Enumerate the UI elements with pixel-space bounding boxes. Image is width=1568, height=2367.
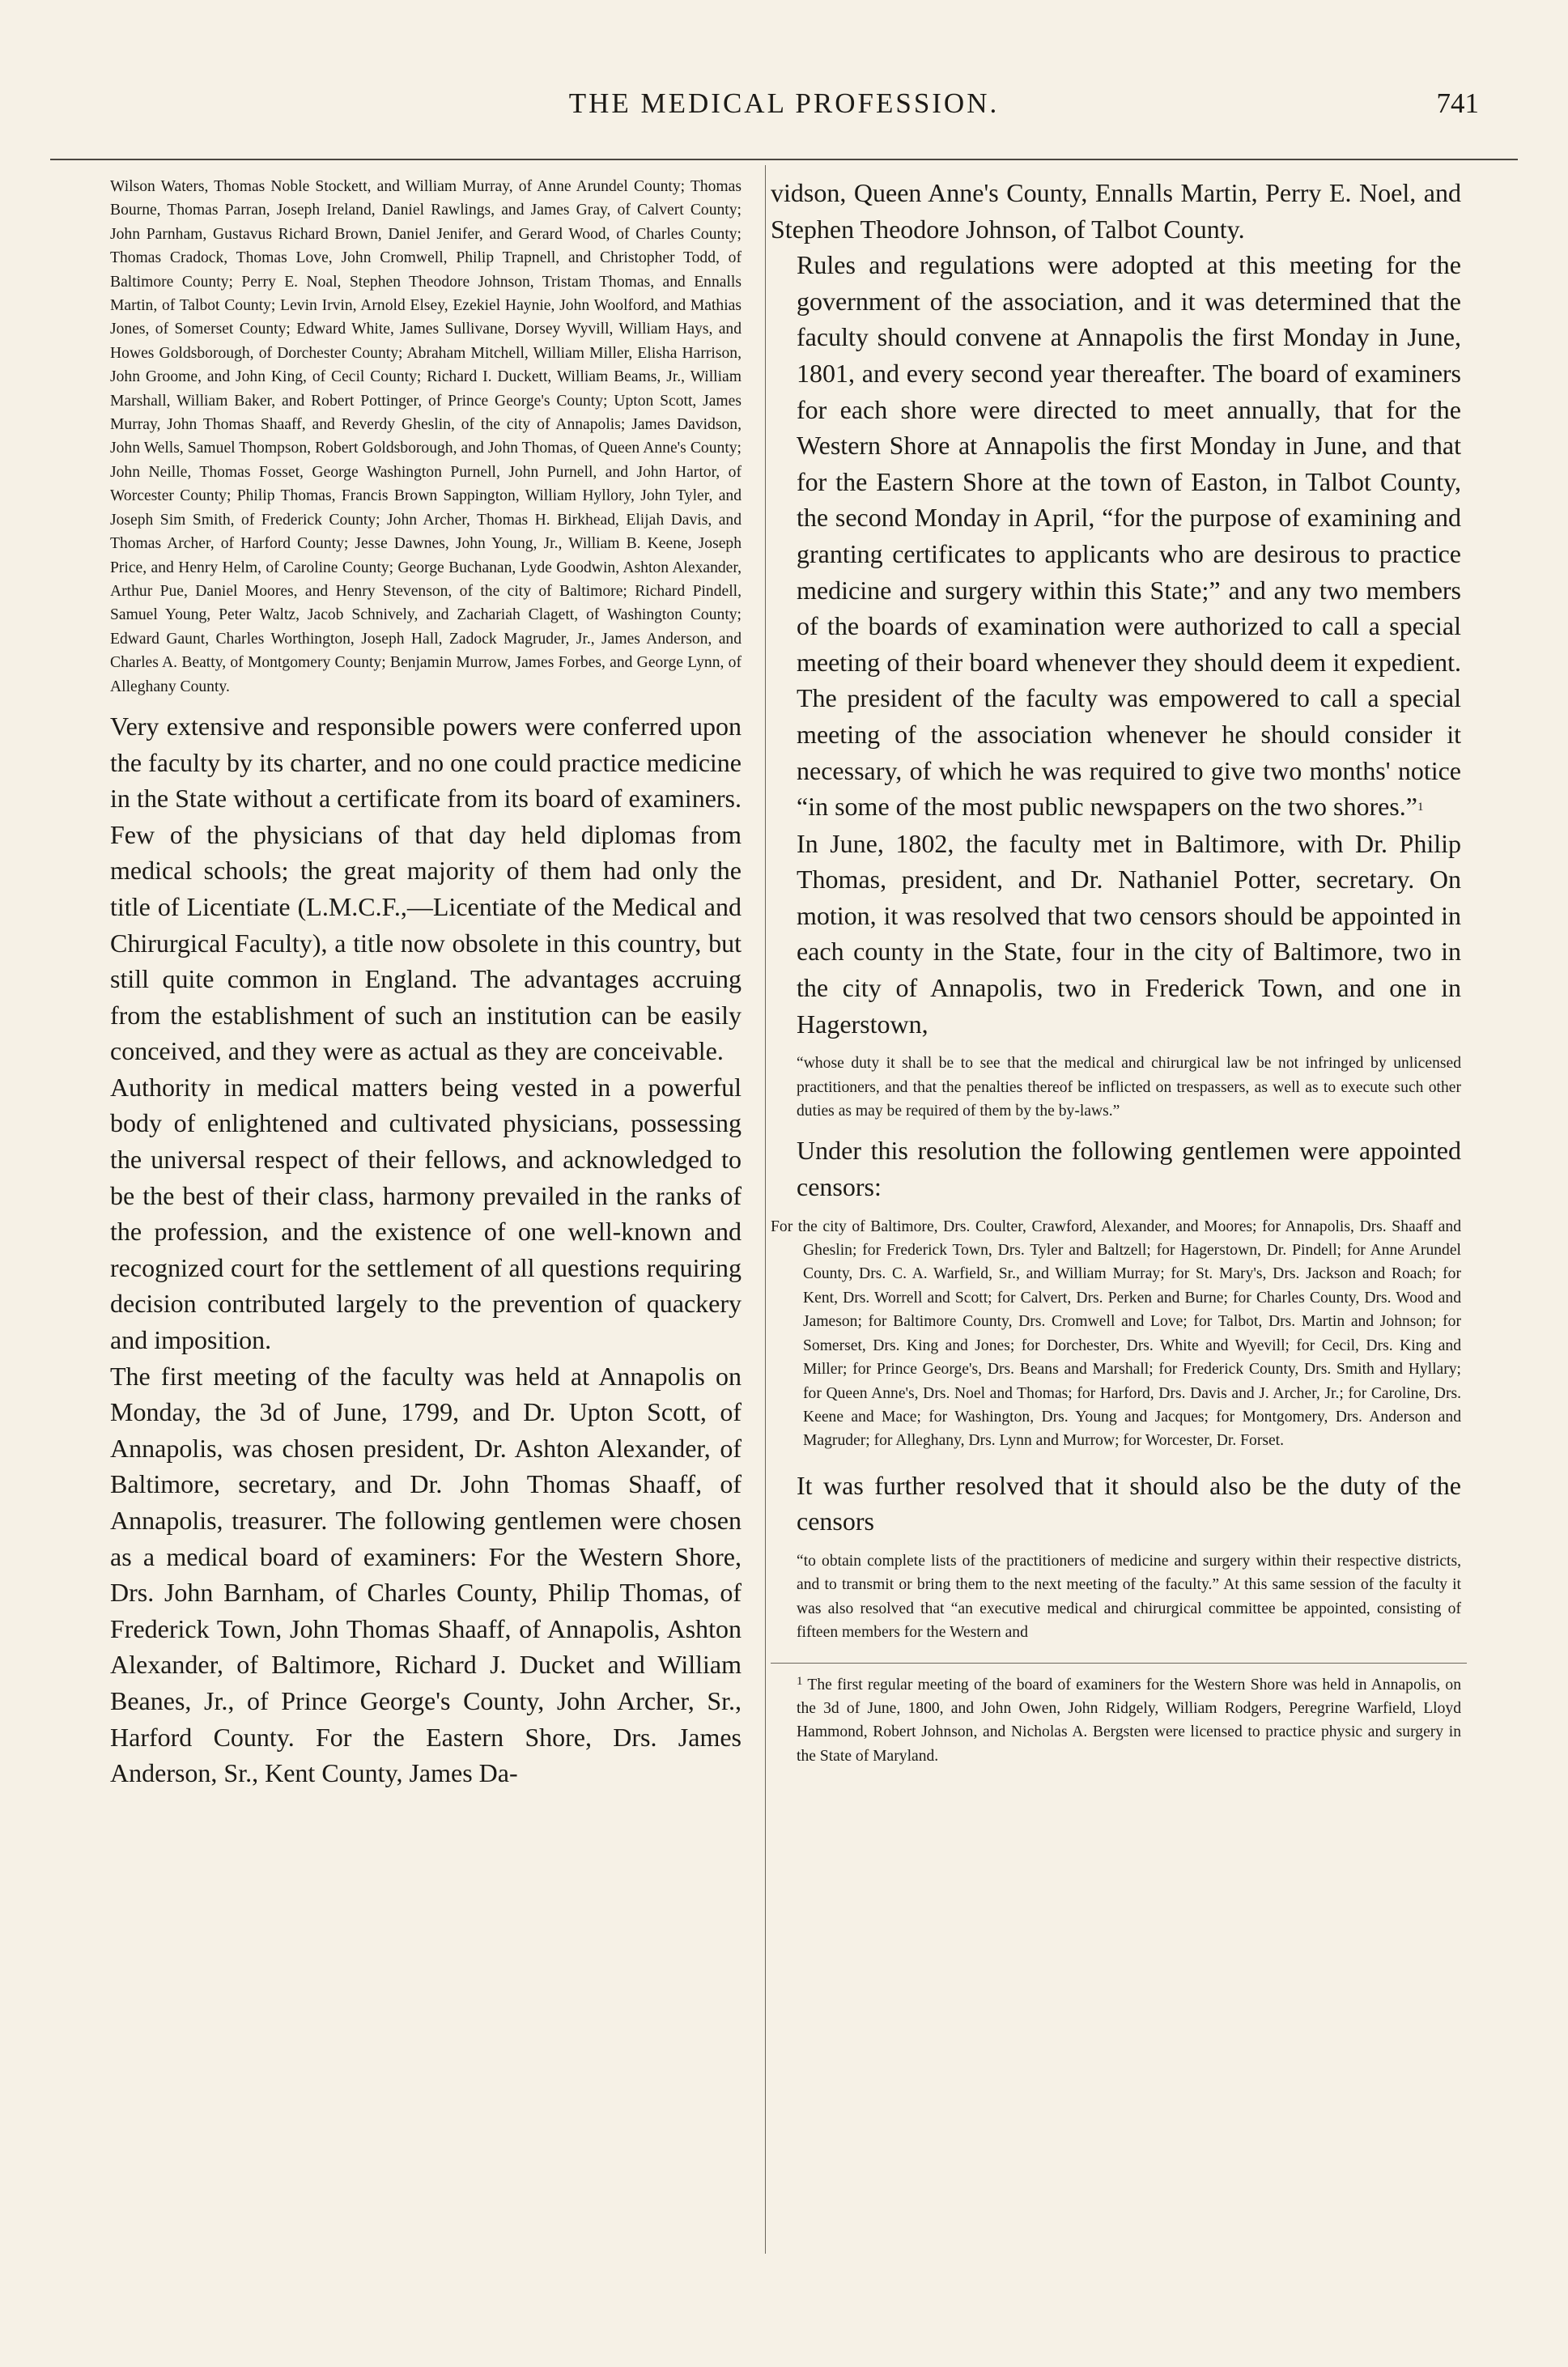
quote-lists: “to obtain complete lists of the practitioners of medicine and surgery within their respective districts, and to transmit or bring them to the next meeting of the faculty.” At this same session of the faculty it was also resolved that “an executive medical and chirurgical committee be appointed, consisting of fifteen members for the Western and (797, 1552, 1461, 1642)
censors-list: For the city of Baltimore, Drs. Coulter, Crawford, Alexander, and Moores; for Annapolis, Drs. Shaaff and Gheslin; for Frederick Town, Drs. Tyler and Baltzell; for Hagerstown, Dr. Pindell; for Anne Arundel County, Drs. C. A. Warfield, Sr., and William Murray; for St. Mary's, Drs. Jackson and Roach; for Kent, Drs. Worrell and Scott; for Calvert, Drs. Perken and Burne; for Charles County, Drs. Wood and Jameson; for Baltimore County, Drs. Cromwell and Love; for Talbot, Drs. Martin and Johnson; for Somerset, Drs. King and Jones; for Dorchester, Drs. White and Wyevill; for Cecil, Drs. King and Miller; for Prince George's, Drs. Beans and Marshall; for Frederick County, Drs. Smith and Hyllary; for Queen Anne's, Drs. Noel and Thomas; for Harford, Drs. Davis and J. Archer, Jr.; for Caroline, Drs. Keene and Mace; for Washington, Drs. Young and Jacques; for Montgomery, Drs. Anderson and Magruder; for Alleghany, Drs. Lynn and Murrow; for Worcester, Dr. Forset. (771, 1217, 1461, 1450)
members-list: Wilson Waters, Thomas Noble Stockett, and William Murray, of Anne Arundel County; Thomas Bourne, Thomas Parran, Joseph Ireland, Daniel Rawlings, and James Gray, of Calvert County; John Parnham, Gustavus Richard Brown, Daniel Jenifer, and Gerard Wood, of Charles County; Thomas Cradock, Thomas Love, John Cromwell, Philip Trapnell, and Christopher Todd, of Baltimore County; Perry E. Noal, Stephen Theodore Johnson, Tristam Thomas, and Ennalls Martin, of Talbot County; Levin Irvin, Arnold Elsey, Ezekiel Haynie, John Woolford, and Mathias Jones, of Somerset County; Edward White, James Sullivane, Dorsey Wyvill, William Hays, and Howes Goldsborough, of Dorchester County; Abraham Mitchell, William Miller, Elisha Harrison, John Groome, and John King, of Cecil County; Richard I. Duckett, William Beams, Jr., William Marshall, William Baker, and Robert Pottinger, of Prince George's County; Upton Scott, James Murray, John Thomas Shaaff, and Reverdy Gheslin, of the city of Annapolis; James Davidson, John Wells, Samuel Thompson, Robert Goldsborough, and John Thomas, of Queen Anne's County; John Neille, Thomas Fosset, George Washington Purnell, John Purnell, and John Hartor, of Worcester County; Philip Thomas, Francis Brown Sappington, William Hyllory, John Tyler, and Joseph Sim Smith, of Frederick County; John Archer, Thomas H. Birkhead, Elijah Davis, and Thomas Archer, of Harford County; Jesse Dawnes, John Young, Jr., William B. Keene, Joseph Price, and Henry Helm, of Caroline County; George Buchanan, Lyde Goodwin, Ashton Alexander, Arthur Pue, Daniel Moores, and Henry Stevenson, of the city of Baltimore; Richard Pindell, Samuel Young, Peter Waltz, Jacob Schnively, and Zachariah Clagett, of Washington County; Edward Gaunt, Charles Worthington, Joseph Hall, Zadock Magruder, Jr., James Anderson, and Charles A. Beatty, of Montgomery County; Benjamin Murrow, James Forbes, and George Lynn, of Alleghany County. (110, 178, 742, 695)
running-title: THE MEDICAL PROFESSION. (568, 87, 1000, 119)
page-number: 741 (1436, 87, 1479, 119)
paragraph-continuation: vidson, Queen Anne's County, Ennalls Martin, Perry E. Noel, and Stephen Theodore Johnson, of Talbot County. (771, 178, 1461, 244)
header-rule (50, 159, 1518, 160)
paragraph-rules-text: Rules and regulations were adopted at this meeting for the government of the association, and it was determined that the faculty should convene at Annapolis the first Monday in June, 1801, and every second year thereafter. The board of examiners for each shore were directed to meet annually, that for the Western Shore at Annapolis the first Monday in June, and that for the Eastern Shore at the town of Easton, in Talbot County, the second Monday in April, “for the purpose of examining and granting certificates to applicants who are desirous to practice medicine and surgery within this State;” and any two members of the boards of examination were authorized to call a special meeting of their board whenever they should deem it expedient. The president of the faculty was empowered to call a special meeting of the association whenever he should consider it necessary, of which he was required to give two months' notice “in some of the most public newspapers on the two shores.” (797, 250, 1461, 822)
footnote-rule (771, 1663, 1467, 1664)
paragraph-powers: Very extensive and responsible powers were conferred upon the faculty by its charter, and no one could practice medicine in the State without a certificate from its board of examiners. Few of the physicians of that day held diplomas from medical schools; the great majority of them had only the title of Licentiate (L.M.C.F.,—Licentiate of the Medical and Chirurgical Faculty), a title now obsolete in this country, but still quite common in England. The advantages accruing from the establishment of such an institution can be easily conceived, and they were as actual as they are conceivable. (110, 711, 742, 1066)
column-divider (765, 165, 766, 2254)
paragraph-authority: Authority in medical matters being vested in a powerful body of enlightened and cultivated physicians, possessing the universal respect of their fellows, and acknowledged to be the best of their class, harmony prevailed in the ranks of the profession, and the existence of one well-known and recognized court for the settlement of all questions requiring decision contributed largely to the prevention of quackery and imposition. (110, 1072, 742, 1355)
paragraph-further-resolved: It was further resolved that it should also be the duty of the censors (797, 1470, 1461, 1536)
paragraph-1802-meeting: In June, 1802, the faculty met in Baltimore, with Dr. Philip Thomas, president, and Dr. Nathaniel Potter, secretary. On motion, it was resolved that two censors should be appointed in each county in the State, four in the city of Baltimore, two in the city of Annapolis, two in Frederick Town, and one in Hagerstown, (797, 828, 1461, 1039)
footnote-text: The first regular meeting of the board of examiners for the Western Shore was held in Annapolis, on the 3d of June, 1800, and John Owen, John Ridgely, William Rodgers, Peregrine Warfield, Lloyd Hammond, Robert Johnson, and Nicholas A. Bergsten were licensed to practice physic and surgery in the State of Maryland. (797, 1676, 1462, 1765)
right-column (771, 175, 1461, 1768)
running-head (0, 87, 1568, 136)
footnote-mark: 1 (797, 1674, 803, 1688)
paragraph-first-meeting: The first meeting of the faculty was held at Annapolis on Monday, the 3d of June, 1799, and Dr. Upton Scott, of Annapolis, was chosen president, Dr. Ashton Alexander, of Baltimore, secretary, and Dr. John Thomas Shaaff, of Annapolis, treasurer. The following gentlemen were chosen as a medical board of examiners: For the Western Shore, Drs. John Barnham, of Charles County, Philip Thomas, of Frederick Town, John Thomas Shaaff, of Annapolis, Ashton Alexander, of Baltimore, Richard J. Ducket and William Beanes, Jr., of Prince George's County, John Archer, Sr., Harford County. For the Eastern Shore, Drs. James Anderson, Sr., Kent County, James Da- (110, 1361, 742, 1788)
paragraph-censors-intro: Under this resolution the following gentlemen were appointed censors: (797, 1136, 1461, 1202)
footnote-reference: 1 (1417, 801, 1424, 814)
paragraph-rules (771, 247, 1461, 826)
quote-censor-duty: “whose duty it shall be to see that the medical and chirurgical law be not infringed by unlicensed practitioners, and that the penalties thereof be inflicted on trespassers, as well as to execute such other duties as may be required of them by the by-laws.” (797, 1055, 1461, 1120)
footnote (771, 1670, 1461, 1769)
left-column (84, 175, 742, 1791)
